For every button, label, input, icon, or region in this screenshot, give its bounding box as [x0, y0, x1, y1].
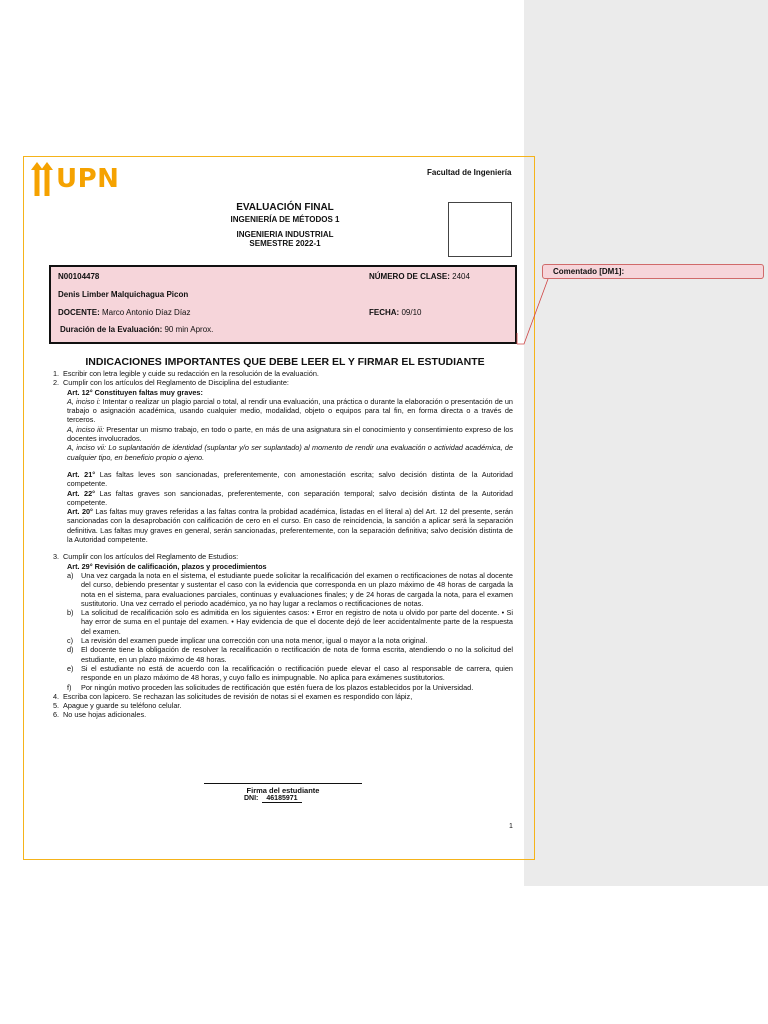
date-value: 09/10 [399, 308, 422, 317]
art12-inciso-iii: A, inciso iii: Presentar un mismo trabajo, en todo o parte, en más de una asignatura sin el conocimiento y consentimiento expreso de los docentes involucrados. [67, 424, 513, 444]
instruction-5: 5. Apague y guarde su teléfono celular. [53, 701, 182, 711]
art29-title: Art. 29° Revisión de calificación, plazos y procedimientos [67, 561, 267, 571]
instruction-6: 6. No use hojas adicionales. [53, 710, 147, 720]
comment-balloon[interactable]: Comentado [DM1]: [542, 264, 764, 279]
dni-value: 46185971 [262, 795, 301, 803]
title-block [150, 202, 420, 248]
instructions-body [53, 369, 513, 720]
comment-pane [524, 0, 768, 886]
art29-f: f) Por ningún motivo proceden las solicitudes de rectificación que estén fuera de los plazos establecidos por la Universidad. [67, 682, 474, 692]
page-number: 1 [509, 823, 513, 830]
semester: SEMESTRE 2022-1 [249, 239, 321, 248]
faculty-label: Facultad de Ingeniería [427, 168, 512, 177]
dni-label: DNI: [244, 795, 259, 802]
logo-text: UPN [56, 164, 120, 194]
art22: Art. 22° Las faltas graves son sancionadas, preferentemente, con separación temporal; salvo decisión distinta de la Autoridad competente. [67, 488, 513, 507]
class-number [369, 272, 470, 281]
art12-title: Art. 12° Constituyen faltas muy graves: [67, 387, 203, 397]
instructions-heading: INDICACIONES IMPORTANTES QUE DEBE LEER EL Y FIRMAR EL ESTUDIANTE [85, 356, 485, 368]
course-name: INGENIERÍA DE MÉTODOS 1 [230, 215, 340, 224]
duration-value: 90 min Aprox. [162, 325, 214, 334]
teacher-value: Marco Antonio Díaz Díaz [99, 308, 191, 317]
signature-line [204, 783, 362, 784]
dni [244, 795, 302, 802]
upn-logo [31, 161, 119, 197]
art29-e: e) Si el estudiante no está de acuerdo con la recalificación o rectificación puede elevar el caso al responsable de carrera, quien responde en un plazo máximo de 48 horas, y cuyo fallo es inimpugnable. No aplica para exámenes sustitutorios. [67, 663, 513, 683]
instruction-2: 2. Cumplir con los artículos del Reglamento de Disciplina del estudiante: [53, 378, 289, 388]
instruction-4: 4. Escriba con lapicero. Se rechazan las solicitudes de revisión de notas si el examen es respondido con lápiz, [53, 691, 413, 701]
art29-a: a) Una vez cargada la nota en el sistema, el estudiante puede solicitar la recalificación del examen o rectificaciones de notas al docente del curso, debiendo presentar y sustentar el caso con la evidencia que corresponda en un plazo máximo de 48 horas de cargada la nota en el sistema, para evaluaciones parciales, continuas y evaluaciones finales; y de 24 horas de cargada la nota, para el examen sustitutorio. Una vez cerrado el periodo académico, ya no hay lugar a reclamos o rectificaciones de notas. [67, 570, 513, 608]
grade-box [448, 202, 512, 257]
duration-label: Duración de la Evaluación: [60, 325, 163, 334]
student-name: Denis Limber Malquichagua Picon [58, 290, 189, 299]
exam-date [369, 308, 421, 317]
student-code: N00104478 [58, 272, 100, 281]
student-info-box [49, 265, 517, 344]
class-number-value: 2404 [449, 272, 470, 281]
art29-c: c) La revisión del examen puede implicar una corrección con una nota menor, igual o mayor a la nota original. [67, 636, 428, 646]
art20: Art. 20° Las faltas muy graves referidas a las faltas contra la probidad académica, listadas en el literal a) del Art. 12 del presente, serán sancionadas con la desaprobación con calificación de cero en el curso. En caso de reincidencia, la sanción a aplicar será la separación definitiva. Las faltas muy graves en general, serán sancionadas, preferentemente, con la separación definitiva; salvo decisión distinta de la Autoridad competente. [67, 507, 513, 545]
teacher-label: DOCENTE: [58, 308, 100, 317]
instruction-3: 3. Cumplir con los artículos del Reglamento de Estudios: [53, 552, 239, 562]
instruction-1: 1. Escribir con letra legible y cuide su redacción en la resolución de la evaluación. [53, 369, 319, 378]
exam-title: EVALUACIÓN FINAL [236, 202, 334, 213]
career-name: INGENIERIA INDUSTRIAL [236, 230, 334, 239]
signature-label: Firma del estudiante [246, 786, 320, 795]
class-number-label: NÚMERO DE CLASE: [369, 272, 450, 281]
duration [60, 325, 213, 334]
art29-b: b) La solicitud de recalificación solo es admitida en los siguientes casos: • Error en registro de nota u olvido por parte del docente. • Si hay error de suma en el puntaje del examen. • Hay evidencia de que el docente dejó de leer accidentalmente parte de la respuesta del examen. [67, 608, 513, 636]
art12-inciso-i: A, inciso i: Intentar o realizar un plagio parcial o total, al rendir una evaluación, una práctica o durante la elaboración o presentación de un trabajo o asignación académica, usando cualquier medio, modalidad, objeto o equipos para tal fin, en forma directa o a través de terceros. [67, 396, 513, 425]
date-label: FECHA: [369, 308, 400, 317]
art21: Art. 21° Las faltas leves son sancionadas, preferentemente, con amonestación escrita; salvo decisión distinta de la Autoridad competente. [67, 469, 513, 489]
art29-d: d) El docente tiene la obligación de resolver la recalificación o rectificación de nota de forma escrita, atendiendo o no la solicitud del estudiante, en un plazo máximo de 48 horas. [67, 645, 513, 664]
upn-arrows-icon [31, 162, 53, 196]
art12-inciso-vii: A, inciso vii: Lo suplantación de identidad (suplantar y/o ser suplantado) al momento de rendir una evaluación o actividad académica, de cualquier tipo, en beneficio propio o ajeno. [67, 443, 513, 462]
teacher [58, 308, 191, 317]
